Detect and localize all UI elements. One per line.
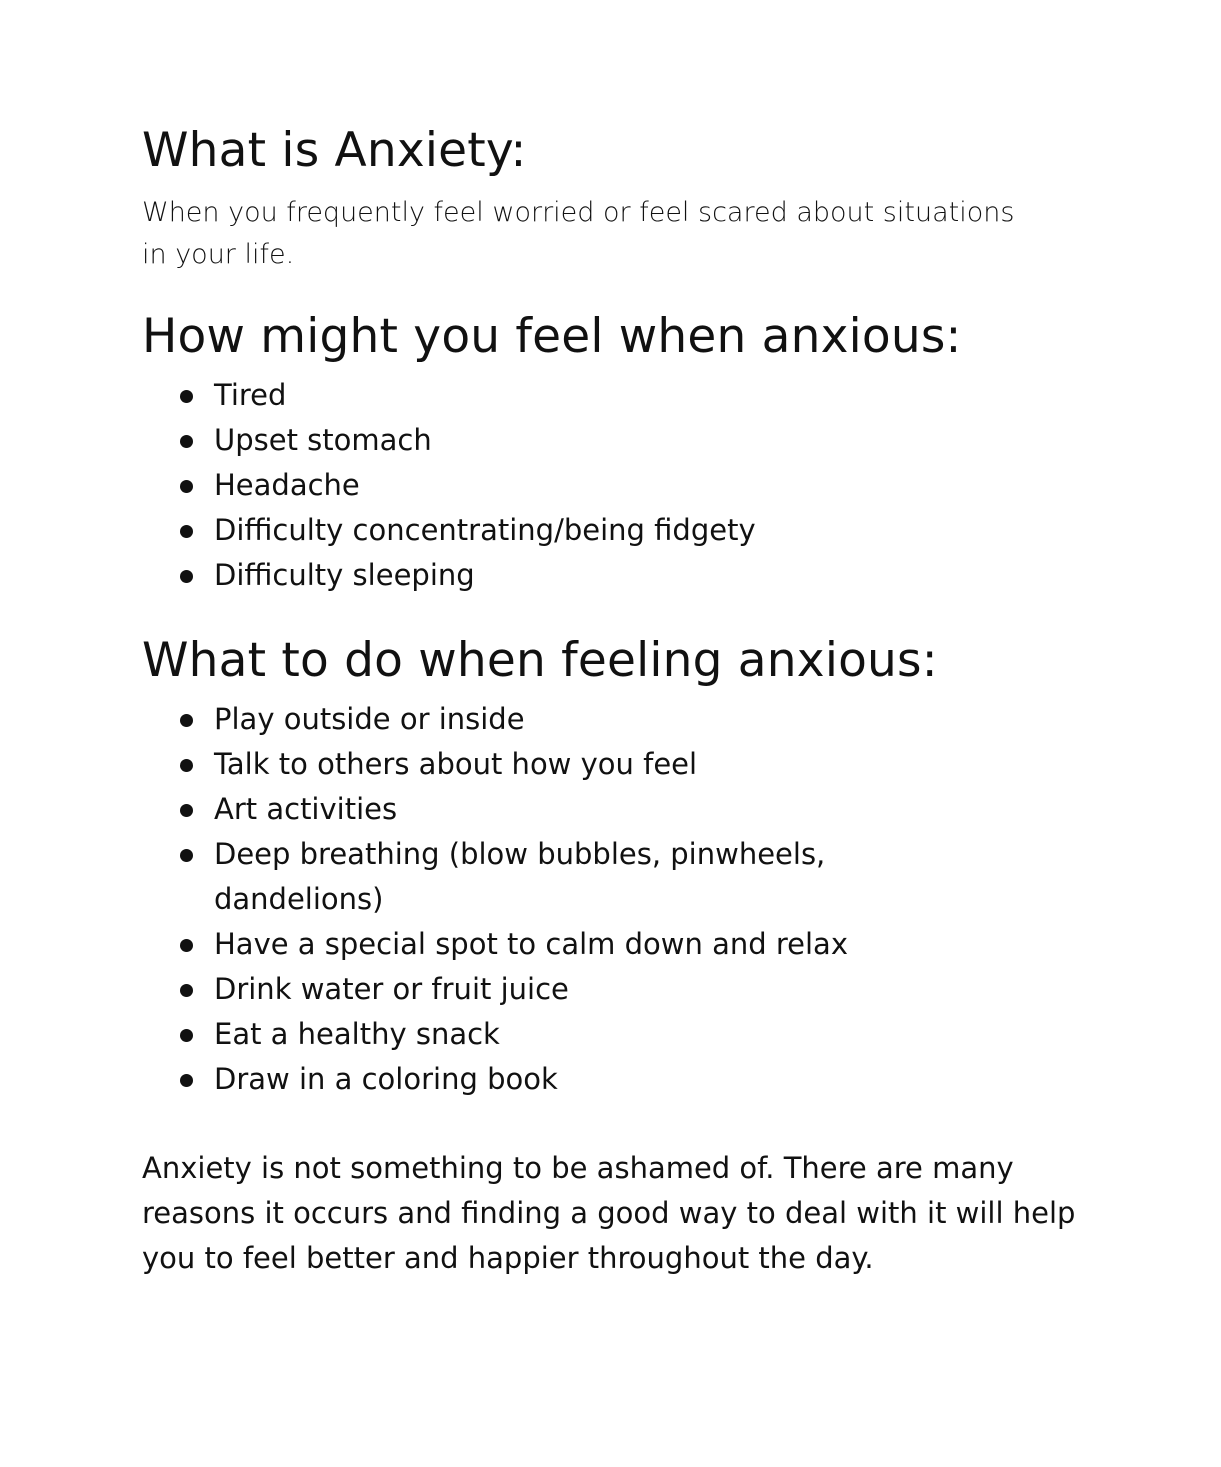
list-item-text: Draw in a coloring book	[214, 1062, 558, 1096]
list-item	[142, 1012, 1042, 1057]
list-item	[142, 553, 1042, 598]
heading-what-is-anxiety: What is Anxiety:	[142, 123, 527, 178]
definition-paragraph: When you frequently feel worried or feel scared about situations in your life.	[142, 197, 1015, 270]
bullet-icon	[180, 849, 193, 862]
list-item-text: Have a special spot to calm down and relax	[214, 927, 848, 961]
list-item	[142, 832, 914, 922]
list-item	[142, 1057, 1042, 1102]
bullet-icon	[180, 714, 193, 727]
bullet-icon	[180, 480, 193, 493]
bullet-icon	[180, 570, 193, 583]
list-item	[142, 697, 1042, 742]
list-item-text: Difficulty sleeping	[214, 558, 475, 592]
list-item-text: Drink water or fruit juice	[214, 972, 569, 1006]
bullet-icon	[180, 435, 193, 448]
list-item	[142, 418, 1042, 463]
list-item-text: Deep breathing (blow bubbles, pinwheels, dandelions)	[214, 837, 826, 916]
list-item	[142, 922, 1042, 967]
bullet-icon	[180, 984, 193, 997]
bullet-icon	[180, 390, 193, 403]
list-item-text: Headache	[214, 468, 360, 502]
list-item	[142, 967, 1042, 1012]
heading-what-to-do: What to do when feeling anxious:	[142, 633, 938, 688]
list-item-text: Talk to others about how you feel	[214, 747, 698, 781]
list-item-text: Difficulty concentrating/being fidgety	[214, 513, 756, 547]
coping-strategies-list	[142, 697, 1042, 1102]
list-item-text: Upset stomach	[214, 423, 432, 457]
bullet-icon	[180, 759, 193, 772]
list-item	[142, 508, 1042, 553]
bullet-icon	[180, 525, 193, 538]
bullet-icon	[180, 939, 193, 952]
list-item	[142, 463, 1042, 508]
list-item-text: Art activities	[214, 792, 398, 826]
list-item	[142, 787, 1042, 832]
list-item-text: Tired	[214, 378, 287, 412]
list-item	[142, 742, 1042, 787]
symptoms-list	[142, 373, 1042, 598]
bullet-icon	[180, 804, 193, 817]
bullet-icon	[180, 1029, 193, 1042]
list-item	[142, 373, 1042, 418]
heading-how-might-you-feel: How might you feel when anxious:	[142, 309, 962, 364]
list-item-text: Eat a healthy snack	[214, 1017, 500, 1051]
closing-paragraph: Anxiety is not something to be ashamed of. There are many reasons it occurs and finding a good way to deal with it will help you to feel better and happier throughout the day.	[142, 1151, 1076, 1275]
bullet-icon	[180, 1074, 193, 1087]
list-item-text: Play outside or inside	[214, 702, 525, 736]
